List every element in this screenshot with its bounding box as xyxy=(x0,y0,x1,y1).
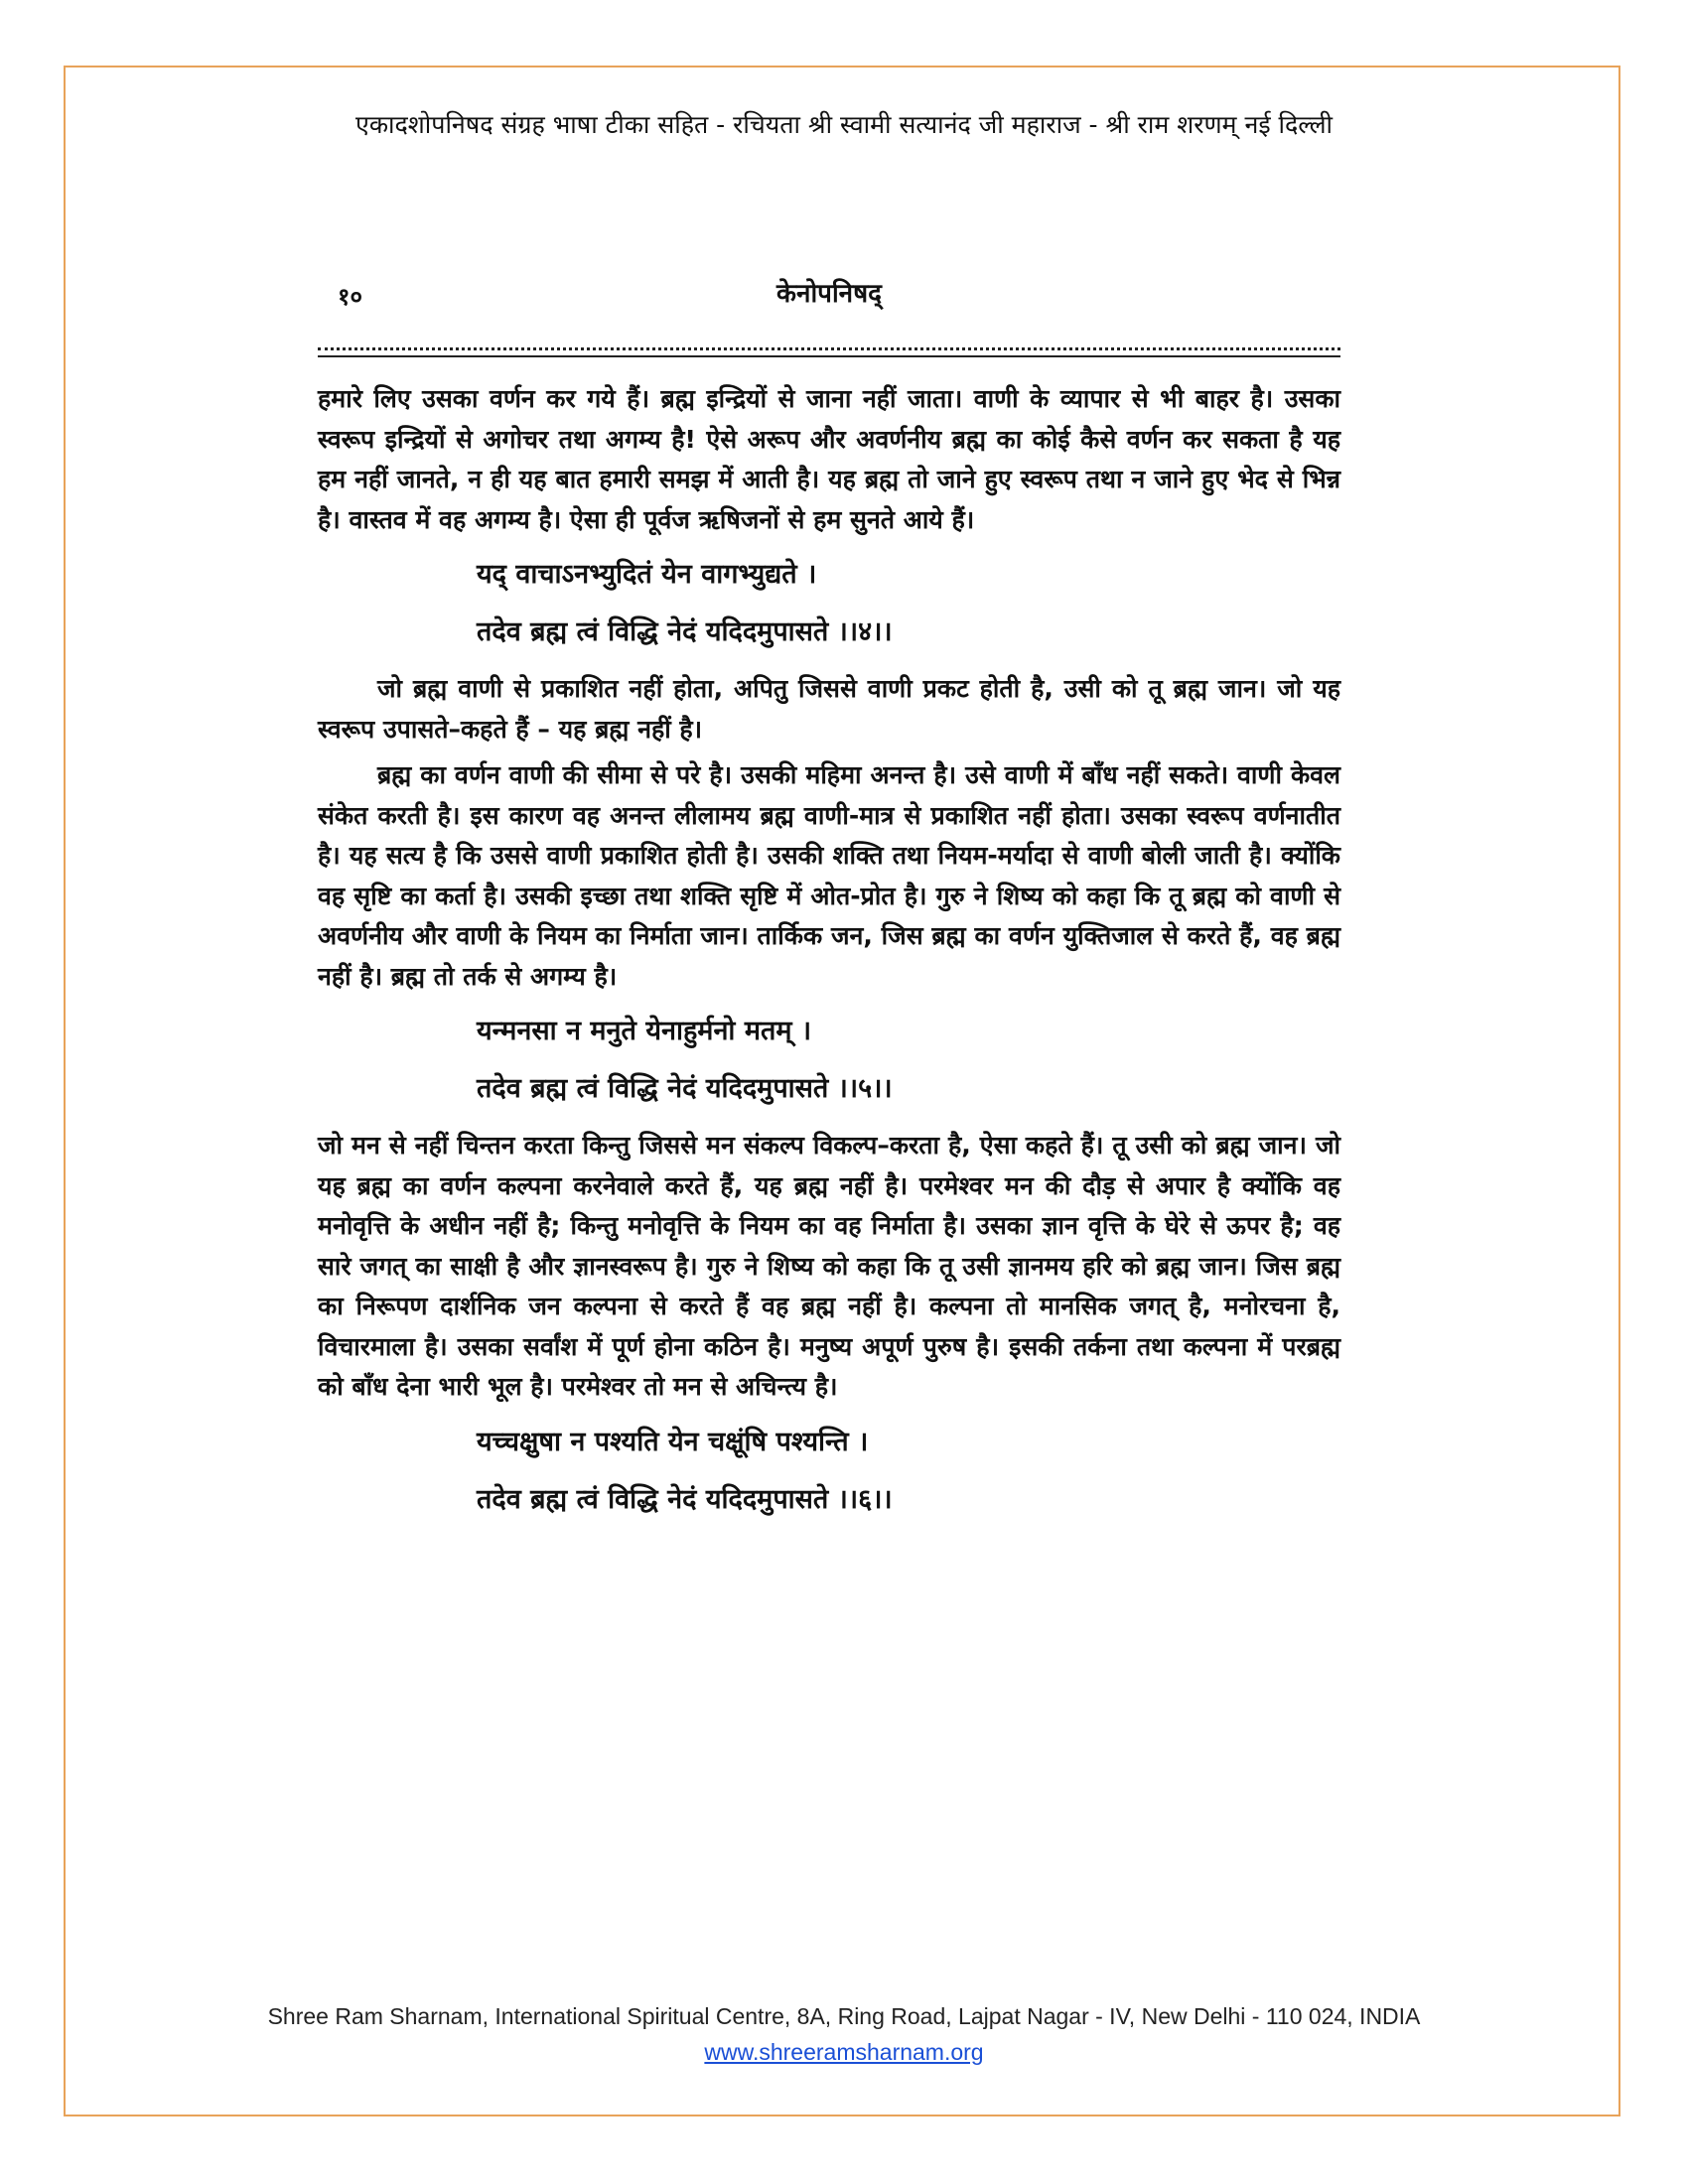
verse-6-line-2: तदेव ब्रह्म त्वं विद्धि नेदं यदिदमुपासते ।।६।। xyxy=(477,1483,893,1515)
page-number: १० xyxy=(338,283,362,311)
commentary-paragraph-4: ब्रह्म का वर्णन वाणी की सीमा से परे है। उसकी महिमा अनन्त है। उसे वाणी में बाँध नहीं सकते। वाणी केवल संकेत करती है। इस कारण वह अनन्त लीलामय ब्रह्म वाणी-मात्र से प्रकाशित नहीं होता। उसका स्वरूप वर्णनातीत है। यह सत्य है कि उससे वाणी प्रकाशित होती है। उसकी शक्ति तथा नियम-मर्यादा से वाणी बोली जाती है। क्योंकि वह सृष्टि का कर्ता है। उसकी इच्छा तथा शक्ति सृष्टि में ओत-प्रोत है। गुरु ने शिष्य को कहा कि तू ब्रह्म को वाणी से अवर्णनीय और वाणी के नियम का निर्माता जान। तार्किक जन, जिस ब्रह्म का वर्णन युक्तिजाल से करते हैं, वह ब्रह्म नहीं है। ब्रह्म तो तर्क से अगम्य है। xyxy=(318,760,1340,991)
footer-website xyxy=(0,2039,1688,2066)
verse-6 xyxy=(318,1414,1340,1529)
footer-address: Shree Ram Sharnam, International Spiritual Centre, 8A, Ring Road, Lajpat Nagar - IV, New Delhi - 110 024, INDIA xyxy=(267,2003,1421,2029)
translation-paragraph-4: जो ब्रह्म वाणी से प्रकाशित नहीं होता, अपितु जिससे वाणी प्रकट होती है, उसी को तू ब्रह्म जान। जो यह स्वरूप उपासते–कहते हैं – यह ब्रह्म नहीं है। xyxy=(318,674,1340,744)
running-title: केनोपनिषद् xyxy=(776,279,882,309)
verse-4-line-1: यद् वाचाऽनभ्युदितं येन वागभ्युद्यते । xyxy=(477,559,817,590)
verse-5-line-2: तदेव ब्रह्म त्वं विद्धि नेदं यदिदमुपासते ।।५।। xyxy=(477,1073,893,1104)
page-body xyxy=(318,379,1340,1537)
header-dotted-rule xyxy=(318,347,1340,350)
header-solid-rule xyxy=(318,355,1340,357)
verse-5 xyxy=(318,1003,1340,1118)
commentary-paragraph-5: जो मन से नहीं चिन्तन करता किन्तु जिससे मन संकल्प विकल्प–करता है, ऐसा कहते हैं। तू उसी को ब्रह्म जान। जो यह ब्रह्म का वर्णन कल्पना करनेवाले करते हैं, यह ब्रह्म नहीं है। परमेश्वर मन की दौड़ से अपार है क्योंकि वह मनोवृत्ति के अधीन नहीं है; किन्तु मनोवृत्ति के नियम का वह निर्माता है। उसका ज्ञान वृत्ति के घेरे से ऊपर है; वह सारे जगत् का साक्षी है और ज्ञानस्वरूप है। गुरु ने शिष्य को कहा कि तू उसी ज्ञानमय हरि को ब्रह्म जान। जिस ब्रह्म का निरूपण दार्शनिक जन कल्पना से करते हैं वह ब्रह्म नहीं है। कल्पना तो मानसिक जगत् है, मनोरचना है, विचारमाला है। उसका सर्वांश में पूर्ण होना कठिन है। मनुष्य अपूर्ण पुरुष है। इसकी तर्कना तथा कल्पना में परब्रह्म को बाँध देना भारी भूल है। परमेश्वर तो मन से अचिन्त्य है। xyxy=(318,1131,1340,1401)
website-link[interactable]: www.shreeramsharnam.org xyxy=(704,2039,984,2065)
document-header: एकादशोपनिषद संग्रह भाषा टीका सहित - रचियता श्री स्वामी सत्यानंद जी महाराज - श्री राम शरणम् नई दिल्ली xyxy=(355,110,1333,139)
verse-5-line-1: यन्मनसा न मनुते येनाहुर्मनो मतम् । xyxy=(477,1016,812,1046)
page-heading xyxy=(318,274,1340,314)
verse-6-line-1: यच्चक्षुषा न पश्यति येन चक्षूंषि पश्यन्ति । xyxy=(477,1426,869,1457)
verse-4-line-2: तदेव ब्रह्म त्वं विद्धि नेदं यदिदमुपासते ।।४।। xyxy=(477,616,893,647)
commentary-paragraph-1: हमारे लिए उसका वर्णन कर गये हैं। ब्रह्म इन्द्रियों से जाना नहीं जाता। वाणी के व्यापार से भी बाहर है। उसका स्वरूप इन्द्रियों से अगोचर तथा अगम्य है! ऐसे अरूप और अवर्णनीय ब्रह्म का कोई कैसे वर्णन कर सकता है यह हम नहीं जानते, न ही यह बात हमारी समझ में आती है। यह ब्रह्म तो जाने हुए स्वरूप तथा न जाने हुए भेद से भिन्न है। वास्तव में वह अगम्य है। ऐसा ही पूर्वज ऋषिजनों से हम सुनते आये हैं। xyxy=(318,384,1340,534)
verse-4 xyxy=(318,546,1340,661)
